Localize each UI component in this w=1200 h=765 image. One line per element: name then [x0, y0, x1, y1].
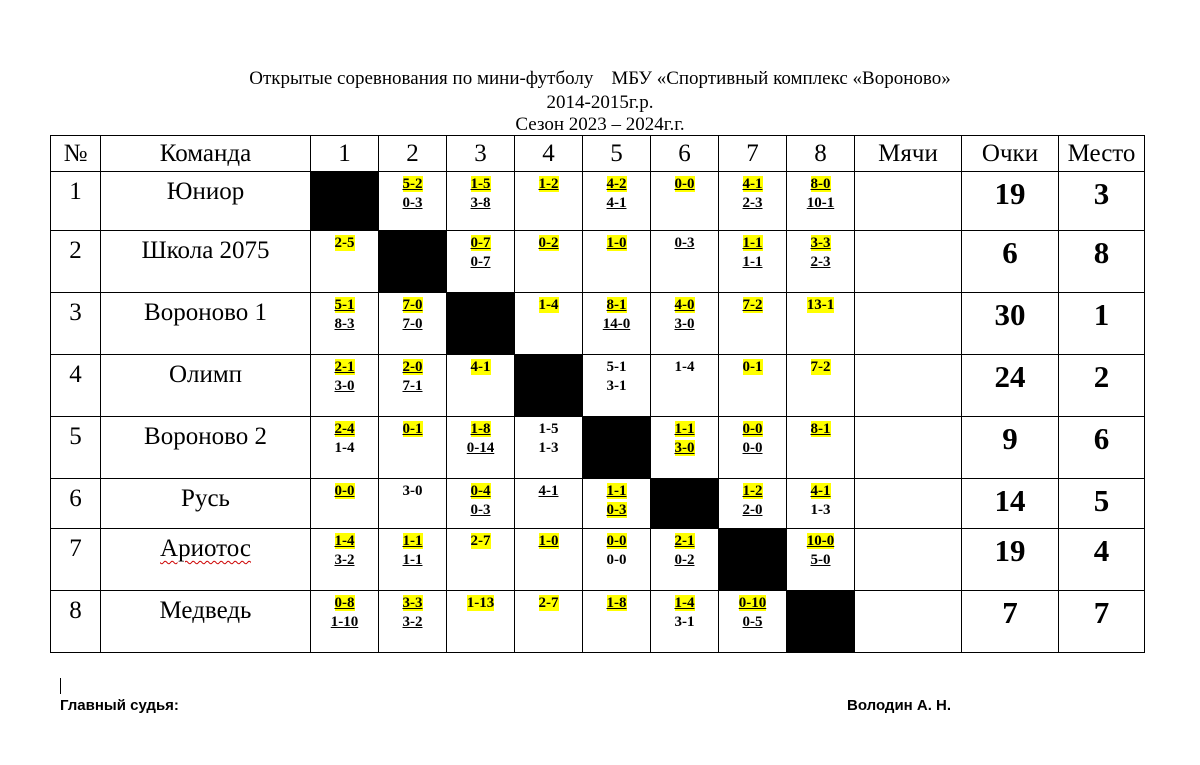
match-score-cell	[651, 231, 719, 293]
self-match-cell	[651, 479, 719, 529]
match-score: 7-1	[402, 378, 423, 394]
match-score-cell	[447, 591, 515, 653]
match-score: 10-1	[806, 195, 835, 211]
competition-title: Открытые соревнования по мини-футболу	[249, 68, 594, 89]
match-score-cell	[379, 355, 447, 417]
match-score: 1-8	[606, 595, 627, 611]
match-score-cell	[515, 591, 583, 653]
balls-cell	[855, 355, 962, 417]
team-name	[101, 231, 311, 293]
match-score: 0-5	[742, 614, 763, 630]
team-name-text: Вороново 1	[144, 299, 267, 326]
match-score: 0-0	[606, 552, 627, 568]
match-score: 4-0	[674, 297, 695, 313]
match-score: 2-7	[538, 595, 559, 611]
match-score: 0-2	[674, 552, 695, 568]
row-number: 1	[51, 172, 101, 231]
balls-cell	[855, 293, 962, 355]
match-score-cell	[651, 529, 719, 591]
match-score: 10-0	[806, 533, 835, 549]
match-score: 0-4	[470, 483, 491, 499]
match-score: 0-3	[402, 195, 423, 211]
table-row	[51, 355, 1145, 417]
match-score: 0-0	[742, 440, 763, 456]
team-name	[101, 172, 311, 231]
points-value: 24	[962, 355, 1059, 417]
match-score: 8-1	[606, 297, 627, 313]
table-row	[51, 591, 1145, 653]
place-value: 8	[1059, 231, 1145, 293]
col-header-num: №	[51, 136, 101, 172]
balls-cell	[855, 231, 962, 293]
judge-name: Володин А. Н.	[847, 697, 952, 714]
col-header-place: Место	[1059, 136, 1145, 172]
match-score-cell	[651, 355, 719, 417]
col-header-round: 5	[583, 136, 651, 172]
points-value: 9	[962, 417, 1059, 479]
match-score: 7-0	[402, 316, 423, 332]
match-score-cell	[651, 172, 719, 231]
match-score: 4-1	[810, 483, 831, 499]
self-match-cell	[719, 529, 787, 591]
col-header-points: Очки	[962, 136, 1059, 172]
match-score: 1-5	[470, 176, 491, 192]
balls-cell	[855, 591, 962, 653]
match-score: 4-2	[606, 176, 627, 192]
match-score: 2-1	[334, 359, 355, 375]
match-score: 1-3	[810, 502, 831, 518]
match-score-cell	[379, 479, 447, 529]
team-name	[101, 591, 311, 653]
place-value: 1	[1059, 293, 1145, 355]
match-score: 0-0	[606, 533, 627, 549]
match-score: 3-3	[810, 235, 831, 251]
results-body	[51, 172, 1145, 653]
place-value: 7	[1059, 591, 1145, 653]
match-score: 0-10	[738, 595, 767, 611]
team-name-text: Вороново 2	[144, 423, 267, 450]
match-score-cell	[515, 417, 583, 479]
match-score: 2-0	[402, 359, 423, 375]
match-score-cell	[311, 591, 379, 653]
table-header-row	[51, 136, 1145, 172]
row-number: 5	[51, 417, 101, 479]
match-score: 3-0	[674, 316, 695, 332]
balls-cell	[855, 529, 962, 591]
match-score: 1-0	[606, 235, 627, 251]
table-row	[51, 172, 1145, 231]
self-match-cell	[515, 355, 583, 417]
match-score: 1-8	[470, 421, 491, 437]
match-score-cell	[447, 529, 515, 591]
match-score: 2-3	[742, 195, 763, 211]
text-cursor	[60, 678, 61, 694]
match-score-cell	[515, 293, 583, 355]
match-score: 5-1	[606, 359, 627, 375]
place-value: 2	[1059, 355, 1145, 417]
match-score: 1-5	[538, 421, 559, 437]
match-score: 0-0	[742, 421, 763, 437]
match-score: 0-7	[470, 235, 491, 251]
team-name	[101, 293, 311, 355]
match-score: 1-4	[674, 359, 695, 375]
match-score: 7-2	[810, 359, 831, 375]
match-score-cell	[515, 231, 583, 293]
match-score-cell	[719, 417, 787, 479]
table-row	[51, 231, 1145, 293]
match-score-cell	[311, 231, 379, 293]
col-header-round: 4	[515, 136, 583, 172]
match-score-cell	[515, 529, 583, 591]
match-score: 1-4	[538, 297, 559, 313]
points-value: 14	[962, 479, 1059, 529]
match-score: 2-5	[334, 235, 355, 251]
match-score-cell	[379, 591, 447, 653]
match-score-cell	[379, 172, 447, 231]
col-header-round: 6	[651, 136, 719, 172]
match-score-cell	[719, 172, 787, 231]
self-match-cell	[583, 417, 651, 479]
match-score: 1-4	[334, 440, 355, 456]
team-name-text: Русь	[181, 485, 230, 512]
row-number: 4	[51, 355, 101, 417]
match-score-cell	[787, 231, 855, 293]
judge-label: Главный судья:	[60, 697, 179, 714]
team-name-text: Медведь	[159, 597, 252, 624]
place-value: 3	[1059, 172, 1145, 231]
table-row	[51, 529, 1145, 591]
team-name	[101, 417, 311, 479]
col-header-round: 1	[311, 136, 379, 172]
team-name-text: Олимп	[168, 361, 243, 388]
match-score: 8-1	[810, 421, 831, 437]
match-score: 0-14	[466, 440, 495, 456]
match-score: 7-2	[742, 297, 763, 313]
match-score-cell	[787, 355, 855, 417]
place-value: 5	[1059, 479, 1145, 529]
points-value: 30	[962, 293, 1059, 355]
match-score: 1-2	[742, 483, 763, 499]
match-score: 3-3	[402, 595, 423, 611]
match-score: 0-2	[538, 235, 559, 251]
match-score-cell	[651, 591, 719, 653]
match-score: 1-0	[538, 533, 559, 549]
match-score-cell	[583, 172, 651, 231]
match-score: 4-1	[742, 176, 763, 192]
match-score: 0-0	[674, 176, 695, 192]
self-match-cell	[311, 172, 379, 231]
match-score-cell	[651, 293, 719, 355]
match-score-cell	[787, 479, 855, 529]
team-name-text: Ариотос	[160, 535, 251, 562]
match-score-cell	[583, 355, 651, 417]
match-score: 0-0	[334, 483, 355, 499]
col-header-round: 2	[379, 136, 447, 172]
match-score: 0-1	[402, 421, 423, 437]
match-score-cell	[515, 479, 583, 529]
match-score-cell	[447, 172, 515, 231]
self-match-cell	[787, 591, 855, 653]
match-score-cell	[311, 417, 379, 479]
match-score: 8-0	[810, 176, 831, 192]
match-score-cell	[379, 293, 447, 355]
match-score: 3-1	[606, 378, 627, 394]
match-score-cell	[583, 529, 651, 591]
match-score: 2-0	[742, 502, 763, 518]
team-name-text: Юниор	[166, 178, 245, 205]
self-match-cell	[447, 293, 515, 355]
match-score: 5-1	[334, 297, 355, 313]
match-score: 3-1	[674, 614, 695, 630]
birth-years: 2014-2015г.р.	[546, 92, 654, 113]
points-value: 7	[962, 591, 1059, 653]
points-value: 19	[962, 172, 1059, 231]
match-score: 1-1	[742, 254, 763, 270]
match-score: 1-4	[674, 595, 695, 611]
match-score: 1-4	[334, 533, 355, 549]
match-score-cell	[787, 293, 855, 355]
match-score: 0-8	[334, 595, 355, 611]
balls-cell	[855, 479, 962, 529]
balls-cell	[855, 172, 962, 231]
match-score-cell	[583, 293, 651, 355]
match-score-cell	[719, 591, 787, 653]
match-score-cell	[515, 172, 583, 231]
table-row	[51, 417, 1145, 479]
match-score: 0-3	[674, 235, 695, 251]
match-score: 4-1	[538, 483, 559, 499]
match-score: 2-3	[810, 254, 831, 270]
table-row	[51, 293, 1145, 355]
col-header-team: Команда	[101, 136, 311, 172]
match-score: 1-1	[606, 483, 627, 499]
match-score: 2-4	[334, 421, 355, 437]
match-score: 13-1	[806, 297, 835, 313]
match-score: 1-10	[330, 614, 359, 630]
match-score: 2-1	[674, 533, 695, 549]
points-value: 19	[962, 529, 1059, 591]
row-number: 7	[51, 529, 101, 591]
self-match-cell	[379, 231, 447, 293]
match-score-cell	[719, 293, 787, 355]
match-score: 7-0	[402, 297, 423, 313]
match-score: 1-2	[538, 176, 559, 192]
match-score: 0-3	[606, 502, 627, 518]
match-score: 1-1	[402, 552, 423, 568]
match-score: 14-0	[602, 316, 631, 332]
match-score: 3-0	[402, 483, 423, 499]
col-header-round: 3	[447, 136, 515, 172]
match-score-cell	[311, 529, 379, 591]
match-score: 1-1	[402, 533, 423, 549]
col-header-round: 8	[787, 136, 855, 172]
match-score: 0-7	[470, 254, 491, 270]
row-number: 3	[51, 293, 101, 355]
match-score-cell	[447, 417, 515, 479]
match-score-cell	[447, 231, 515, 293]
match-score: 8-3	[334, 316, 355, 332]
balls-cell	[855, 417, 962, 479]
results-table	[50, 135, 1145, 653]
match-score-cell	[583, 479, 651, 529]
match-score: 5-0	[810, 552, 831, 568]
col-header-balls: Мячи	[855, 136, 962, 172]
team-name	[101, 355, 311, 417]
row-number: 6	[51, 479, 101, 529]
match-score-cell	[719, 231, 787, 293]
match-score: 3-2	[334, 552, 355, 568]
team-name	[101, 479, 311, 529]
match-score: 2-7	[470, 533, 491, 549]
match-score-cell	[311, 355, 379, 417]
match-score-cell	[379, 529, 447, 591]
row-number: 8	[51, 591, 101, 653]
match-score-cell	[719, 479, 787, 529]
match-score: 5-2	[402, 176, 423, 192]
row-number: 2	[51, 231, 101, 293]
table-row	[51, 479, 1145, 529]
match-score: 3-0	[674, 440, 695, 456]
season: Сезон 2023 – 2024г.г.	[515, 114, 685, 135]
match-score-cell	[311, 479, 379, 529]
match-score-cell	[787, 417, 855, 479]
match-score: 0-3	[470, 502, 491, 518]
match-score: 1-3	[538, 440, 559, 456]
match-score: 4-1	[470, 359, 491, 375]
match-score-cell	[719, 355, 787, 417]
place-value: 6	[1059, 417, 1145, 479]
match-score-cell	[787, 172, 855, 231]
match-score: 3-2	[402, 614, 423, 630]
match-score-cell	[583, 591, 651, 653]
header-line-1	[0, 68, 1200, 90]
team-name	[101, 529, 311, 591]
organizer-name: МБУ «Спортивный комплекс «Вороново»	[611, 68, 951, 89]
match-score-cell	[787, 529, 855, 591]
match-score: 4-1	[606, 195, 627, 211]
match-score-cell	[379, 417, 447, 479]
match-score-cell	[651, 417, 719, 479]
points-value: 6	[962, 231, 1059, 293]
match-score: 3-0	[334, 378, 355, 394]
match-score: 1-1	[674, 421, 695, 437]
match-score: 1-1	[742, 235, 763, 251]
match-score: 0-1	[742, 359, 763, 375]
col-header-round: 7	[719, 136, 787, 172]
match-score-cell	[447, 479, 515, 529]
match-score: 3-8	[470, 195, 491, 211]
match-score-cell	[447, 355, 515, 417]
team-name-text: Школа 2075	[141, 237, 270, 264]
match-score: 1-13	[466, 595, 495, 611]
place-value: 4	[1059, 529, 1145, 591]
match-score-cell	[311, 293, 379, 355]
match-score-cell	[583, 231, 651, 293]
